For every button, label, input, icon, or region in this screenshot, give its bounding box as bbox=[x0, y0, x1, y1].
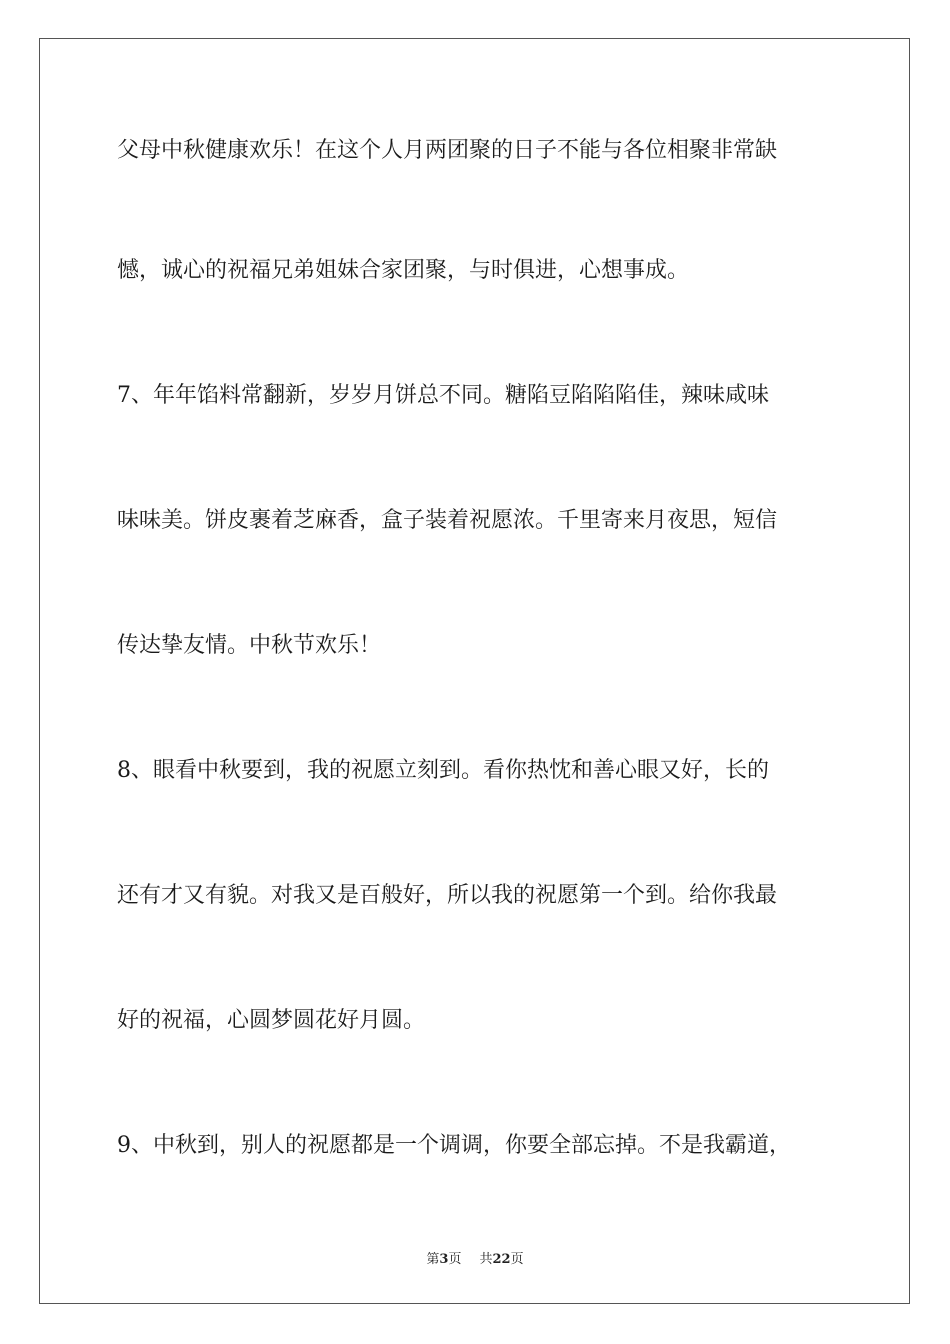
page-suffix: 页 bbox=[448, 1252, 462, 1267]
total-prefix: 共 bbox=[479, 1252, 493, 1267]
page-prefix: 第 bbox=[426, 1252, 440, 1267]
page-border bbox=[39, 38, 910, 1304]
total-suffix: 页 bbox=[510, 1252, 524, 1267]
text-line-3: 7、年年馅料常翻新，岁岁月饼总不同。糖陷豆陷陷陷佳，辣味咸味 bbox=[117, 383, 769, 408]
text-line-6: 8、眼看中秋要到，我的祝愿立刻到。看你热忱和善心眼又好，长的 bbox=[117, 758, 769, 783]
page-footer bbox=[0, 1248, 950, 1267]
page-number: 3 bbox=[439, 1252, 449, 1267]
text-line-1: 父母中秋健康欢乐！在这个人月两团聚的日子不能与各位相聚非常缺 bbox=[117, 138, 778, 163]
text-line-7: 还有才又有貌。对我又是百般好，所以我的祝愿第一个到。给你我最 bbox=[117, 883, 778, 908]
text-line-2: 憾，诚心的祝福兄弟姐妹合家团聚，与时俱进，心想事成。 bbox=[117, 258, 690, 283]
text-line-5: 传达挚友情。中秋节欢乐！ bbox=[117, 633, 382, 658]
text-line-9: 9、中秋到，别人的祝愿都是一个调调，你要全部忘掉。不是我霸道， bbox=[117, 1133, 791, 1158]
total-pages: 22 bbox=[492, 1252, 511, 1267]
text-line-8: 好的祝福，心圆梦圆花好月圆。 bbox=[117, 1008, 426, 1033]
text-line-4: 味味美。饼皮裹着芝麻香，盒子装着祝愿浓。千里寄来月夜思，短信 bbox=[117, 508, 778, 533]
